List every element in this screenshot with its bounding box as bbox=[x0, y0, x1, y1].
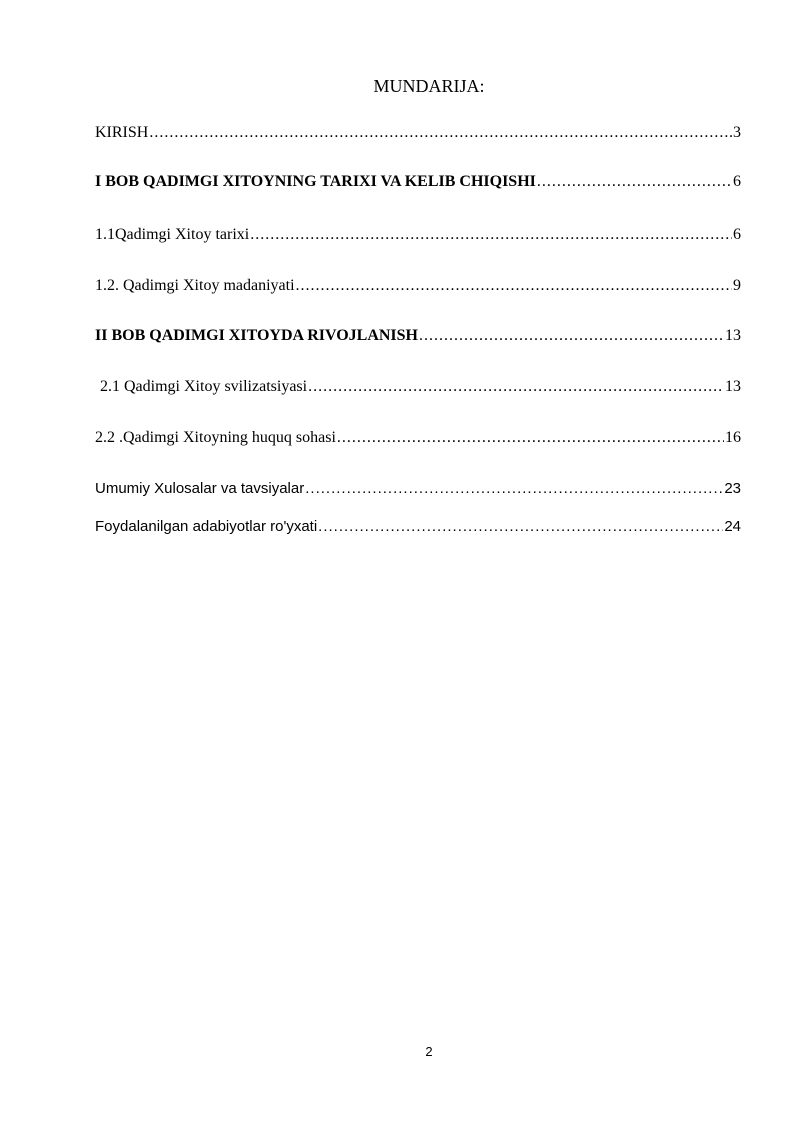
toc-entry-label: KIRISH bbox=[95, 124, 149, 141]
toc-entry-section-2-2[interactable] bbox=[95, 429, 741, 453]
toc-entry-page: 16 bbox=[725, 429, 741, 446]
toc-leader-dots bbox=[419, 327, 724, 345]
toc-title: MUNDARIJA: bbox=[373, 76, 485, 96]
toc-entry-label: Foydalanilgan adabiyotlar ro'yxati bbox=[95, 518, 318, 535]
toc-entry-section-2-1[interactable] bbox=[95, 378, 741, 402]
toc-entry-page: .3 bbox=[729, 124, 741, 141]
toc-leader-dots bbox=[337, 429, 724, 447]
toc-entry-page: 23 bbox=[724, 480, 741, 497]
toc-leader-dots bbox=[250, 226, 732, 244]
toc-entry-label: Umumiy Xulosalar va tavsiyalar bbox=[95, 480, 305, 497]
toc-entry-page: 6 bbox=[733, 226, 741, 243]
toc-entry-references[interactable] bbox=[95, 518, 741, 542]
toc-leader-dots bbox=[305, 480, 723, 497]
toc-leader-dots bbox=[318, 518, 723, 535]
toc-entry-chapter-1[interactable] bbox=[95, 173, 741, 197]
toc-entry-label: 2.2 .Qadimgi Xitoyning huquq sohasi bbox=[95, 429, 336, 446]
toc-entry-section-1-1[interactable] bbox=[95, 226, 741, 250]
toc-entry-page: 13 bbox=[725, 378, 741, 395]
toc-leader-dots bbox=[537, 173, 732, 191]
toc-entry-page: 13 bbox=[725, 327, 741, 344]
toc-entry-kirish[interactable] bbox=[95, 124, 741, 148]
toc-entry-chapter-2[interactable] bbox=[95, 327, 741, 351]
toc-leader-dots bbox=[296, 277, 732, 295]
toc-entry-page: 6 bbox=[733, 173, 741, 190]
toc-leader-dots bbox=[149, 124, 728, 142]
toc-entry-label: 2.1 Qadimgi Xitoy svilizatsiyasi bbox=[100, 378, 308, 395]
toc-entry-page: 24 bbox=[724, 518, 741, 535]
toc-entry-label: 1.1Qadimgi Xitoy tarixi bbox=[95, 226, 250, 243]
toc-entry-label: I BOB QADIMGI XITOYNING TARIXI VA KELIB CHIQISHI bbox=[95, 173, 536, 190]
toc-leader-dots bbox=[308, 378, 724, 396]
toc-entry-page: 9 bbox=[733, 277, 741, 294]
page-number: 2 bbox=[425, 1044, 433, 1059]
toc-entry-section-1-2[interactable] bbox=[95, 277, 741, 301]
toc-entry-conclusions[interactable] bbox=[95, 480, 741, 504]
toc-entry-label: II BOB QADIMGI XITOYDA RIVOJLANISH bbox=[95, 327, 418, 344]
toc-entry-label: 1.2. Qadimgi Xitoy madaniyati bbox=[95, 277, 295, 294]
